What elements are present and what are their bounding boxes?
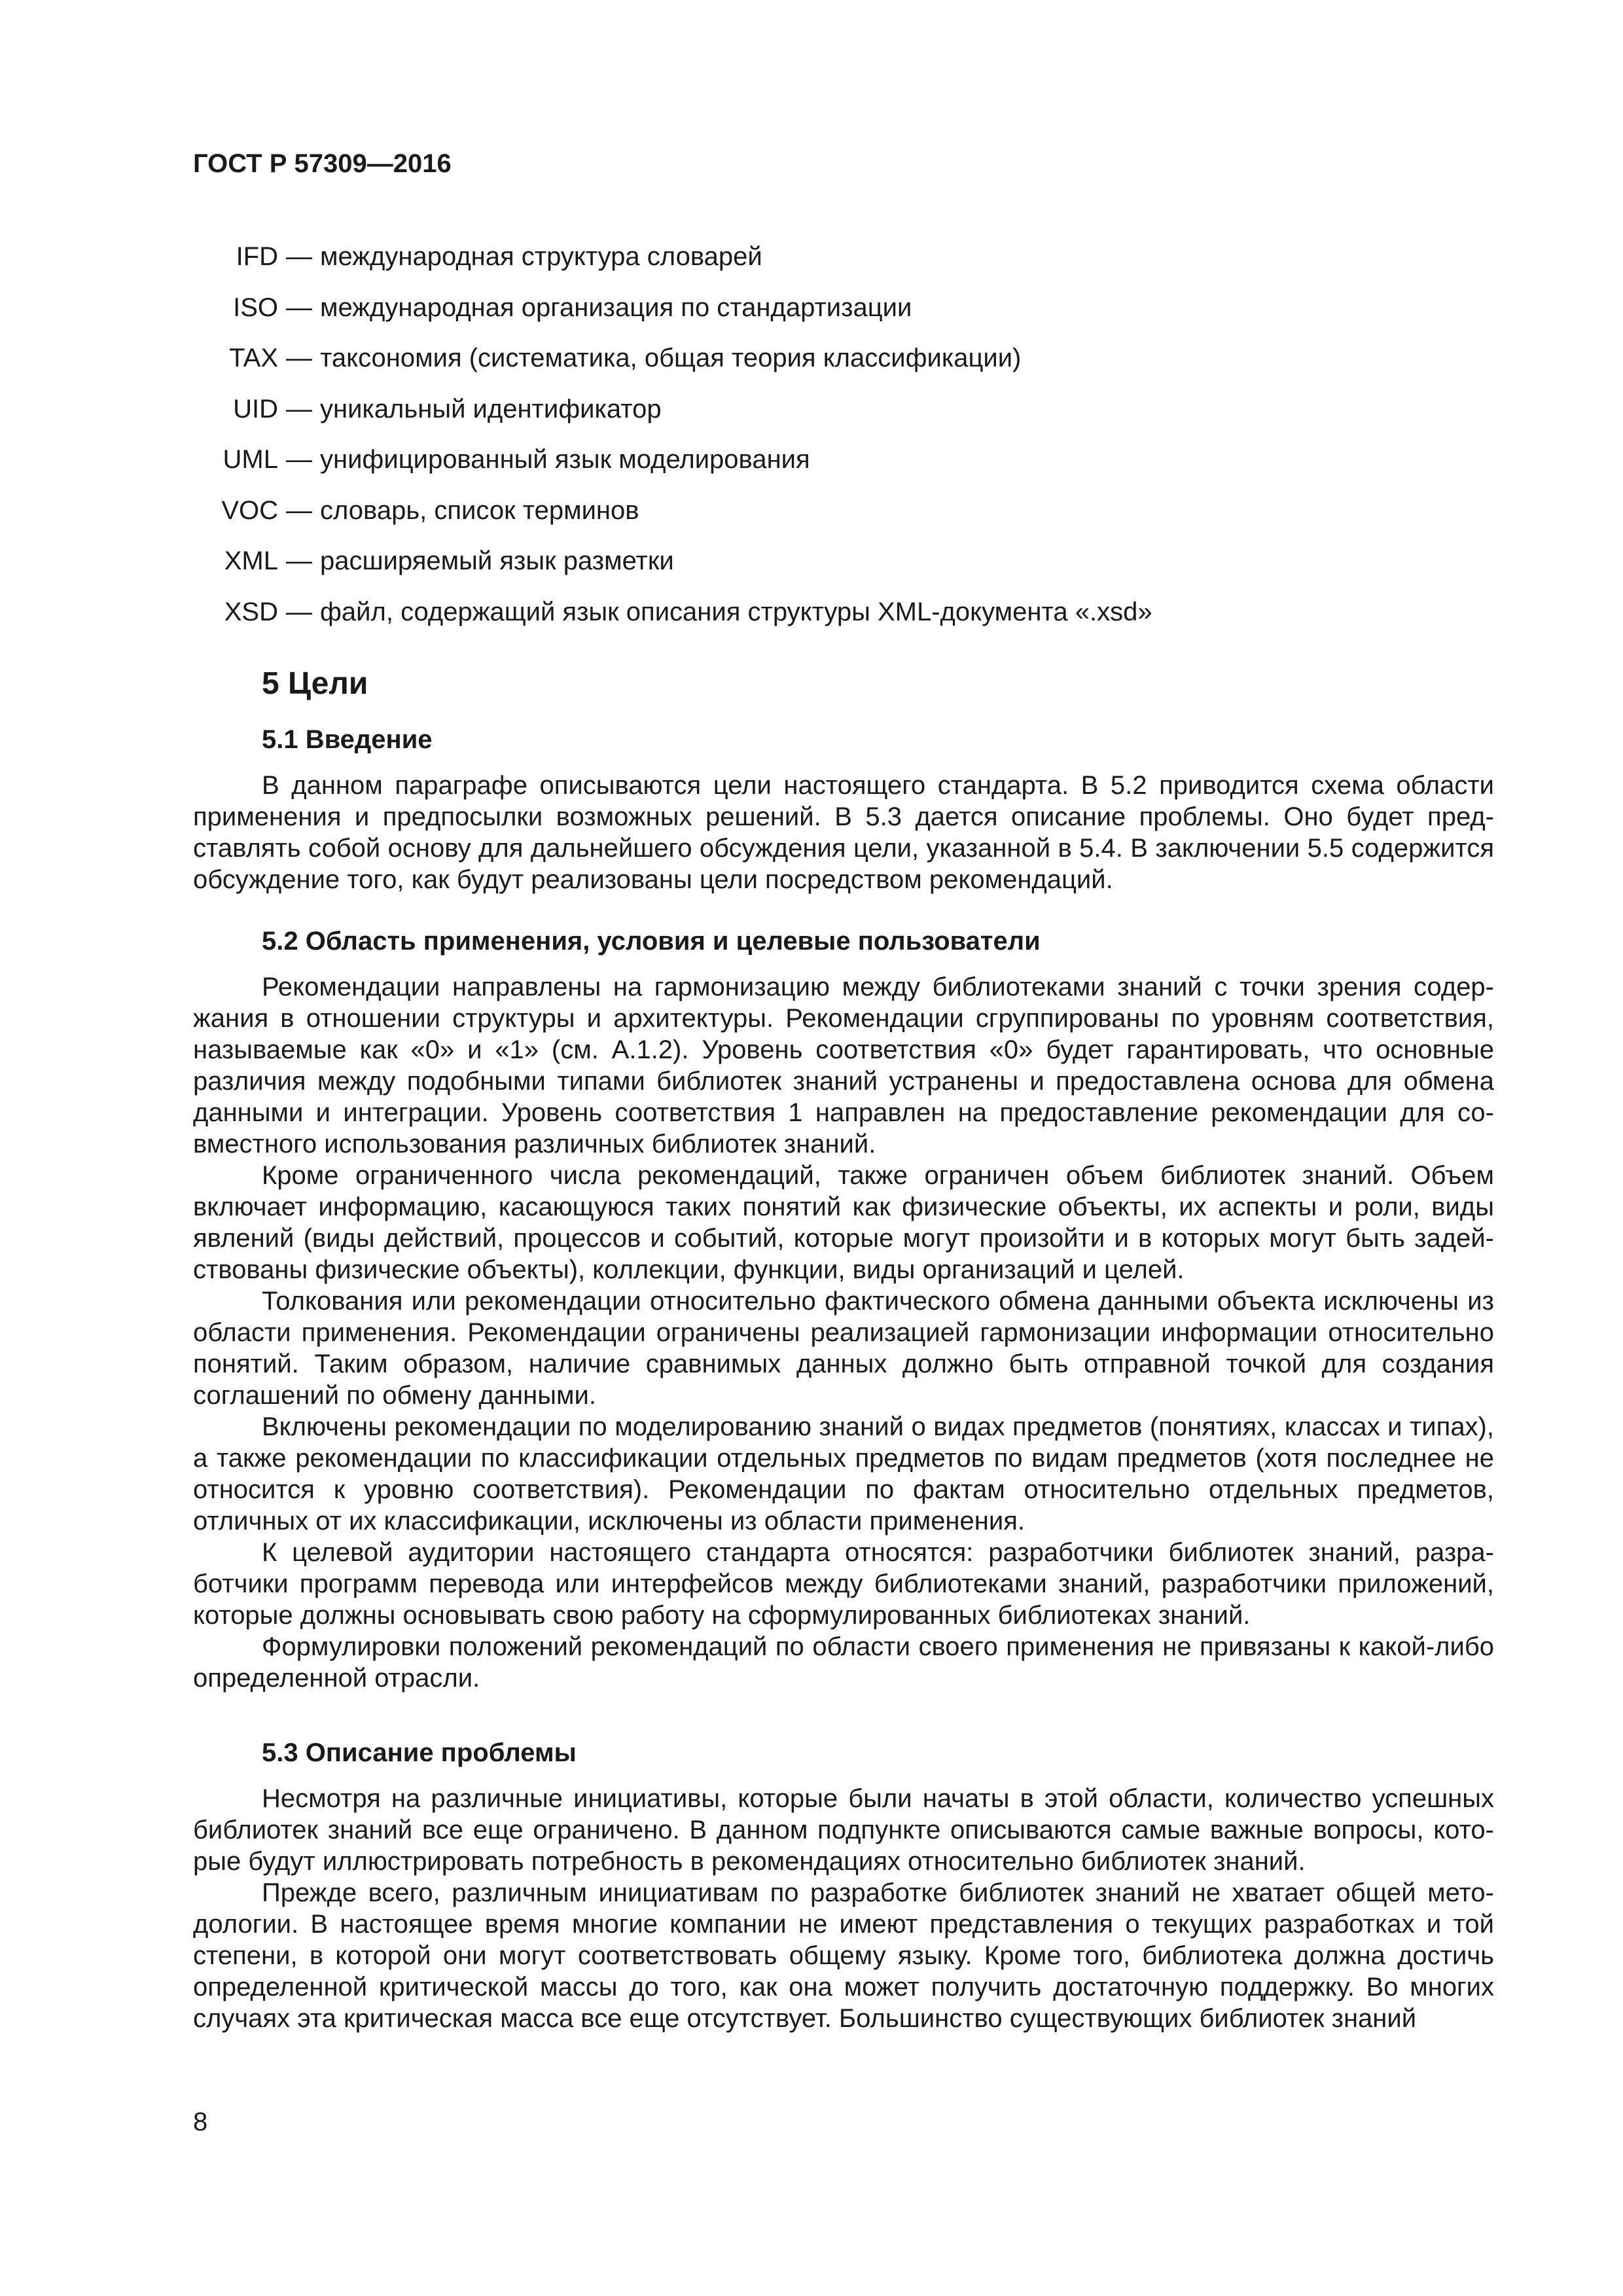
abbreviation-definition: таксономия (систематика, общая теория классификации): [320, 344, 1022, 372]
paragraph: Несмотря на различные инициативы, которые были начаты в этой области, количество успешных библиотек знаний все еще ограничено. В данном подпункте описываются самые важные вопросы, которые будут иллюстрировать потребность в рекомендациях относительно библиотек знаний.: [193, 1784, 1494, 1876]
paragraph: В данном параграфе описываются цели настоящего стандарта. В 5.2 приводится схема области применения и предпосылки возможных решений. В 5.3 дается описание проблемы. Оно будет представлять собой основу для дальнейшего обсуждения цели, указанной в 5.4. В заключении 5.5 содержится обсуждение того, как будут реализованы цели посредством рекомендаций.: [193, 771, 1494, 894]
abbreviation-dash: —: [286, 242, 312, 271]
abbreviation-definition: расширяемый язык разметки: [320, 547, 674, 575]
abbreviation-key: VOC: [221, 495, 278, 525]
abbreviation-item: [193, 241, 1436, 292]
paragraph: Включены рекомендации по моделированию знаний о видах предметов (понятиях, классах и типах), а также рекомендации по классификации отдельных предметов по видам предметов (хотя последнее не относится к уровню соответствия). Рекомендации по фактам относительно отдельных предметов, отличных от их классификации, исключены из области применения.: [193, 1412, 1494, 1535]
abbreviation-definition: словарь, список терминов: [320, 495, 639, 525]
abbreviation-key: UML: [223, 445, 278, 474]
page-number: 8: [193, 2108, 208, 2136]
paragraph: Прежде всего, различным инициативам по разработке библиотек знаний не хватает общей методологии. В настоящее время многие компании не имеют представления о текущих разработках и той степени, в которой они могут соответствовать общему языку. Кроме того, библиотека должна достичь определенной критической массы до того, как она может получить достаточную поддержку. Во многих случаях эта критическая масса все еще отсутствует. Большинство существующих библиотек знаний: [193, 1878, 1494, 2033]
paragraph: Формулировки положений рекомендаций по области своего применения не привязаны к какой-либо определенной отрасли.: [193, 1632, 1494, 1693]
abbreviation-definition: файл, содержащий язык описания структуры XML-документа «.xsd»: [320, 597, 1152, 626]
abbreviation-definition: международная структура словарей: [320, 242, 762, 271]
subsection-heading-5-1: 5.1 Введение: [262, 725, 433, 754]
abbreviation-key: ISO: [233, 293, 278, 322]
section-heading: 5 Цели: [262, 666, 368, 701]
paragraph: Рекомендации направлены на гармонизацию между библиотеками знаний с точки зрения содержания в отношении структуры и архитектуры. Рекомендации сгруппированы по уровням соответствия, называемые как «0» и «1» (см. А.1.2). Уровень соответствия «0» будет гарантировать, что основные различия между подобными типами библиотек знаний устранены и предоставлена основа для обмена данными и интеграции. Уровень соответствия 1 направлен на предоставление рекомендации для совместного использования различных библиотек знаний.: [193, 973, 1494, 1158]
abbreviation-definition: международная организация по стандартизации: [320, 293, 912, 322]
abbreviation-key: IFD: [236, 242, 278, 271]
subsection-heading-5-3: 5.3 Описание проблемы: [262, 1738, 577, 1767]
abbreviation-item: [193, 342, 1436, 393]
abbreviation-dash: —: [286, 445, 312, 474]
paragraph: К целевой аудитории настоящего стандарта относятся: разработчики библиотек знаний, разработчики программ перевода или интерфейсов между библиотеками знаний, разработчики приложений, которые должны основывать свою работу на сформулированных библиотеках знаний.: [193, 1538, 1494, 1630]
abbreviation-key: XSD: [224, 597, 278, 626]
abbreviation-dash: —: [286, 547, 312, 575]
abbreviation-item: [193, 393, 1436, 444]
abbreviation-definition: унифицированный язык моделирования: [320, 445, 810, 474]
subsection-heading-5-2: 5.2 Область применения, условия и целевые пользователи: [262, 927, 1041, 956]
abbreviation-item: [193, 545, 1436, 596]
abbreviation-dash: —: [286, 495, 312, 525]
running-title: ГОСТ Р 57309—2016: [193, 149, 452, 178]
abbreviation-dash: —: [286, 293, 312, 322]
paragraph: Толкования или рекомендации относительно фактического обмена данными объекта исключены из области применения. Рекомендации ограничены реализацией гармонизации информации относительно понятий. Таким образом, наличие сравнимых данных должно быть отправной точкой для создания соглашений по обмену данными.: [193, 1287, 1494, 1410]
abbreviation-item: [193, 495, 1436, 546]
abbreviation-dash: —: [286, 344, 312, 372]
abbreviation-key: XML: [224, 547, 278, 575]
abbreviation-key: UID: [233, 394, 278, 423]
abbreviation-dash: —: [286, 394, 312, 423]
abbreviation-key: TAX: [229, 344, 278, 372]
abbreviation-definition: уникальный идентификатор: [320, 394, 662, 423]
abbreviation-item: [193, 444, 1436, 495]
abbreviation-item: [193, 292, 1436, 343]
abbreviation-dash: —: [286, 597, 312, 626]
paragraph: Кроме ограниченного числа рекомендаций, также ограничен объем библиотек знаний. Объем включает информацию, касающуюся таких понятий как физические объекты, их аспекты и роли, виды явлений (виды действий, процессов и событий, которые могут произойти и в которых могут быть задействованы физические объекты), коллекции, функции, виды организаций и целей.: [193, 1161, 1494, 1284]
abbreviation-item: [193, 596, 1436, 647]
abbreviation-list: [193, 241, 1436, 647]
